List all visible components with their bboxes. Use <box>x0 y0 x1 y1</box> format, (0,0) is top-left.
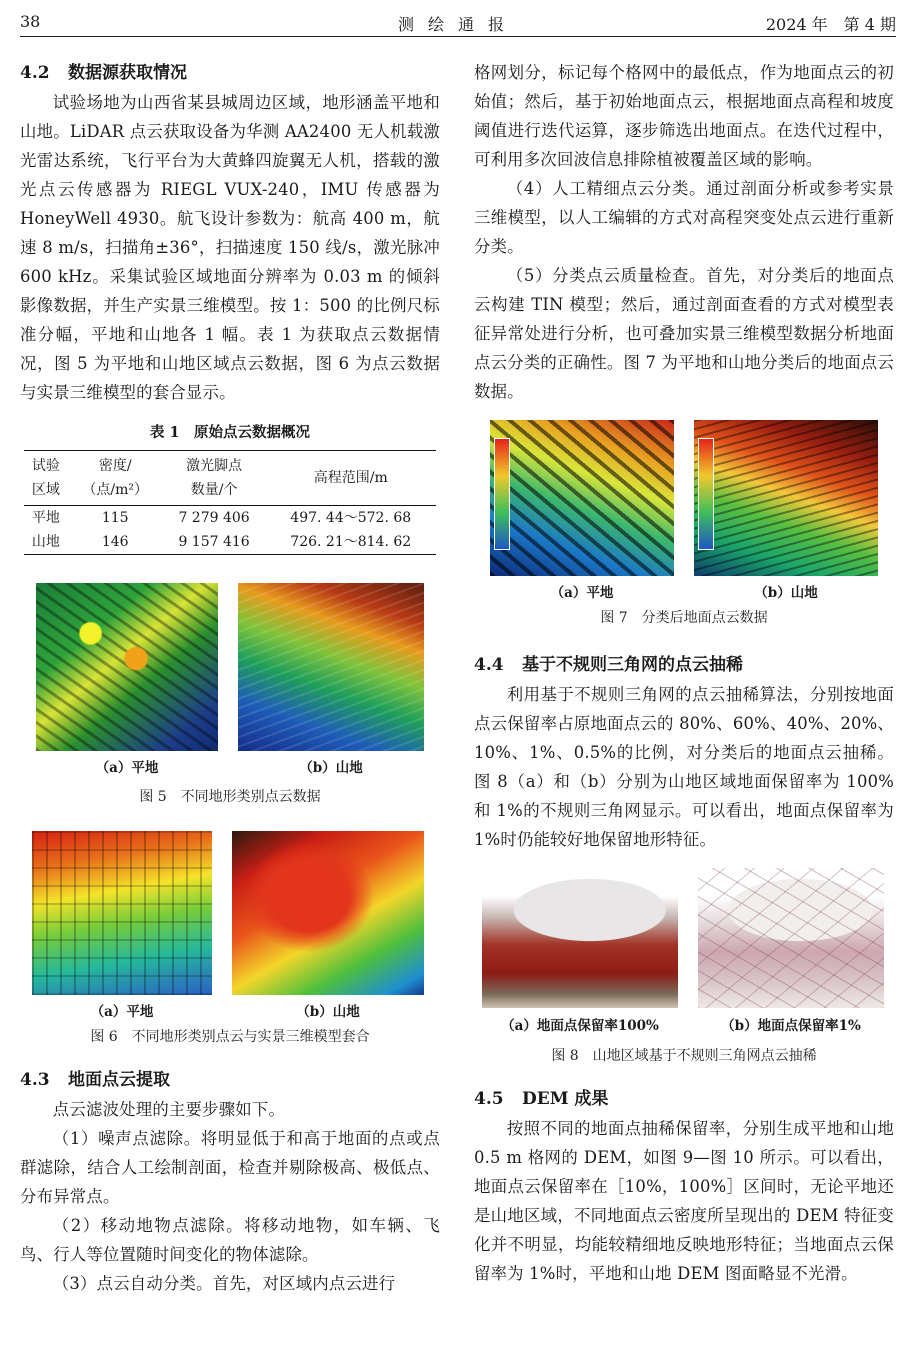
figure-8 <box>474 868 894 1036</box>
table-cell: 山地 <box>31 534 60 550</box>
subfigure-label: （a）平地 <box>95 760 159 776</box>
paragraph: 格网划分，标记每个格网中的最低点，作为地面点云的初始值；然后，基于初始地面点云，根据地面点高程和坡度阈值进行迭代运算，逐步筛选出地面点。在迭代过程中，可利用多次回波信息排除植被覆盖区域的影响。 <box>474 63 894 169</box>
subfigure-label: （a）平地 <box>550 585 614 601</box>
table-header: 激光脚点 数量/个 <box>163 451 266 506</box>
subfigure-label: （b）山地 <box>754 585 818 601</box>
paragraph: （1）噪声点滤除。将明显低于和高于地面的点或点群滤除，结合人工绘制剖面，检查并剔除极高、极低点、分布异常点。 <box>20 1129 440 1206</box>
table-header: 试验 区域 <box>24 451 68 506</box>
right-column <box>474 58 894 1288</box>
section-title: DEM 成果 <box>522 1089 609 1109</box>
table-header: 密度/ （点/m²） <box>68 451 163 506</box>
subfigure-label: （a）地面点保留率100% <box>501 1018 659 1034</box>
table-1 <box>24 450 436 555</box>
figure-7-caption: 图 7 分类后地面点云数据 <box>600 610 768 626</box>
section-4-4-heading <box>474 650 894 680</box>
section-title: 基于不规则三角网的点云抽稀 <box>522 655 743 675</box>
paragraph: （4）人工精细点云分类。通过剖面分析或参考实景三维模型，以人工编辑的方式对高程突变处点云进行重新分类。 <box>474 179 894 256</box>
overlay-mountain-image <box>232 831 424 995</box>
figure-7 <box>474 420 894 600</box>
figure-6 <box>20 831 440 1021</box>
table-cell: 146 <box>101 534 129 550</box>
figure-6-caption: 图 6 不同地形类别点云与实景三维模型套合 <box>90 1029 370 1045</box>
point-cloud-mountain-image <box>238 583 424 751</box>
table-cell: 平地 <box>31 510 60 526</box>
figure-5-caption: 图 5 不同地形类别点云数据 <box>139 789 321 805</box>
subfigure-label: （b）地面点保留率1% <box>721 1018 861 1034</box>
paragraph: 试验场地为山西省某县城周边区域，地形涵盖平地和山地。LiDAR 点云获取设备为华测 AA2400 无人机载激光雷达系统，飞行平台为大黄蜂四旋翼无人机，搭载的激光点云传感器为 RIEGL VUX-240，IMU 传感器为 HoneyWell 4930。航飞设计参数为：航高 400 m，航速 8 m/s，扫描角±36°，扫描速度 150 线/s，激光脉冲 600 kHz。采集试验区域地面分辨率为 0.03 m 的倾斜影像数据，并生产实景三维模型。按 1：500 的比例尺标准分幅，平地和山地各 1 幅。表 1 为获取点云数据情况，图 5 为平地和山地区域点云数据，图 6 为点云数据与实景三维模型的套合显示。 <box>20 93 440 402</box>
table-1-title: 表 1 原始点云数据概况 <box>149 424 311 441</box>
classified-flat-image <box>490 420 674 576</box>
point-cloud-flat-image <box>36 583 218 751</box>
table-cell: 497. 44～572. 68 <box>290 510 412 526</box>
paragraph: （2）移动地物点滤除。将移动地物，如车辆、飞鸟、行人等位置随时间变化的物体滤除。 <box>20 1216 440 1264</box>
elevation-legend <box>698 438 714 550</box>
paragraph: （5）分类点云质量检查。首先，对分类后的地面点云构建 TIN 模型；然后，通过剖面查看的方式对模型表征异常处进行分析，也可叠加实景三维模型数据分析地面点云分类的正确性。图 7 为平地和山地分类后的地面点云数据。 <box>474 266 894 401</box>
paragraph: 利用基于不规则三角网的点云抽稀算法，分别按地面点云保留率占原地面点云的 80%、60%、40%、20%、10%、1%、0.5%的比例，对分类后的地面点云抽稀。图 8（a）和（b）分别为山地区域地面保留率为 100%和 1%的不规则三角网显示。可以看出，地面点保留率为 1%时仍能较好地保留地形特征。 <box>474 685 894 849</box>
table-row <box>24 530 436 555</box>
section-number: 4.4 <box>474 655 504 675</box>
table-cell: 115 <box>101 510 129 526</box>
issue-info: 2024 年 第 4 期 <box>765 15 896 34</box>
section-title: 地面点云提取 <box>68 1070 170 1090</box>
tin-1-percent-image <box>698 868 884 1008</box>
paragraph: 按照不同的地面点抽稀保留率，分别生成平地和山地 0.5 m 格网的 DEM，如图 9—图 10 所示。可以看出，地面点云保留率在［10%，100%］区间时，无论平地还是山地区域，不同地面点云密度所呈现出的 DEM 特征变化并不明显，均能较精细地反映地形特征；当地面点云保留率为 1%时，平地和山地 DEM 图面略显不光滑。 <box>474 1119 894 1283</box>
figure-5 <box>20 583 440 777</box>
paragraph: 点云滤波处理的主要步骤如下。 <box>52 1100 286 1119</box>
section-number: 4.2 <box>20 63 50 83</box>
page-number: 38 <box>20 12 41 31</box>
figure-8-caption: 图 8 山地区域基于不规则三角网点云抽稀 <box>551 1048 817 1064</box>
table-row <box>24 506 436 531</box>
running-header <box>20 8 896 37</box>
subfigure-label: （b）山地 <box>299 760 363 776</box>
tin-100-percent-image <box>482 868 678 1008</box>
table-header: 高程范围/m <box>265 451 436 506</box>
section-number: 4.5 <box>474 1089 504 1109</box>
section-number: 4.3 <box>20 1070 50 1090</box>
table-cell: 7 279 406 <box>178 510 250 526</box>
subfigure-label: （a）平地 <box>90 1004 154 1020</box>
table-cell: 9 157 416 <box>178 534 250 550</box>
section-title: 数据源获取情况 <box>68 63 187 83</box>
left-column <box>20 58 440 1298</box>
subfigure-label: （b）山地 <box>296 1004 360 1020</box>
overlay-flat-image <box>32 831 212 995</box>
paragraph: （3）点云自动分类。首先，对区域内点云进行 <box>52 1274 396 1293</box>
classified-mountain-image <box>694 420 878 576</box>
table-cell: 726. 21～814. 62 <box>290 534 412 550</box>
section-4-5-heading <box>474 1084 894 1114</box>
section-4-2-heading <box>20 58 440 88</box>
journal-name: 测绘通报 <box>397 15 518 34</box>
section-4-3-heading <box>20 1065 440 1095</box>
elevation-legend <box>494 438 510 550</box>
